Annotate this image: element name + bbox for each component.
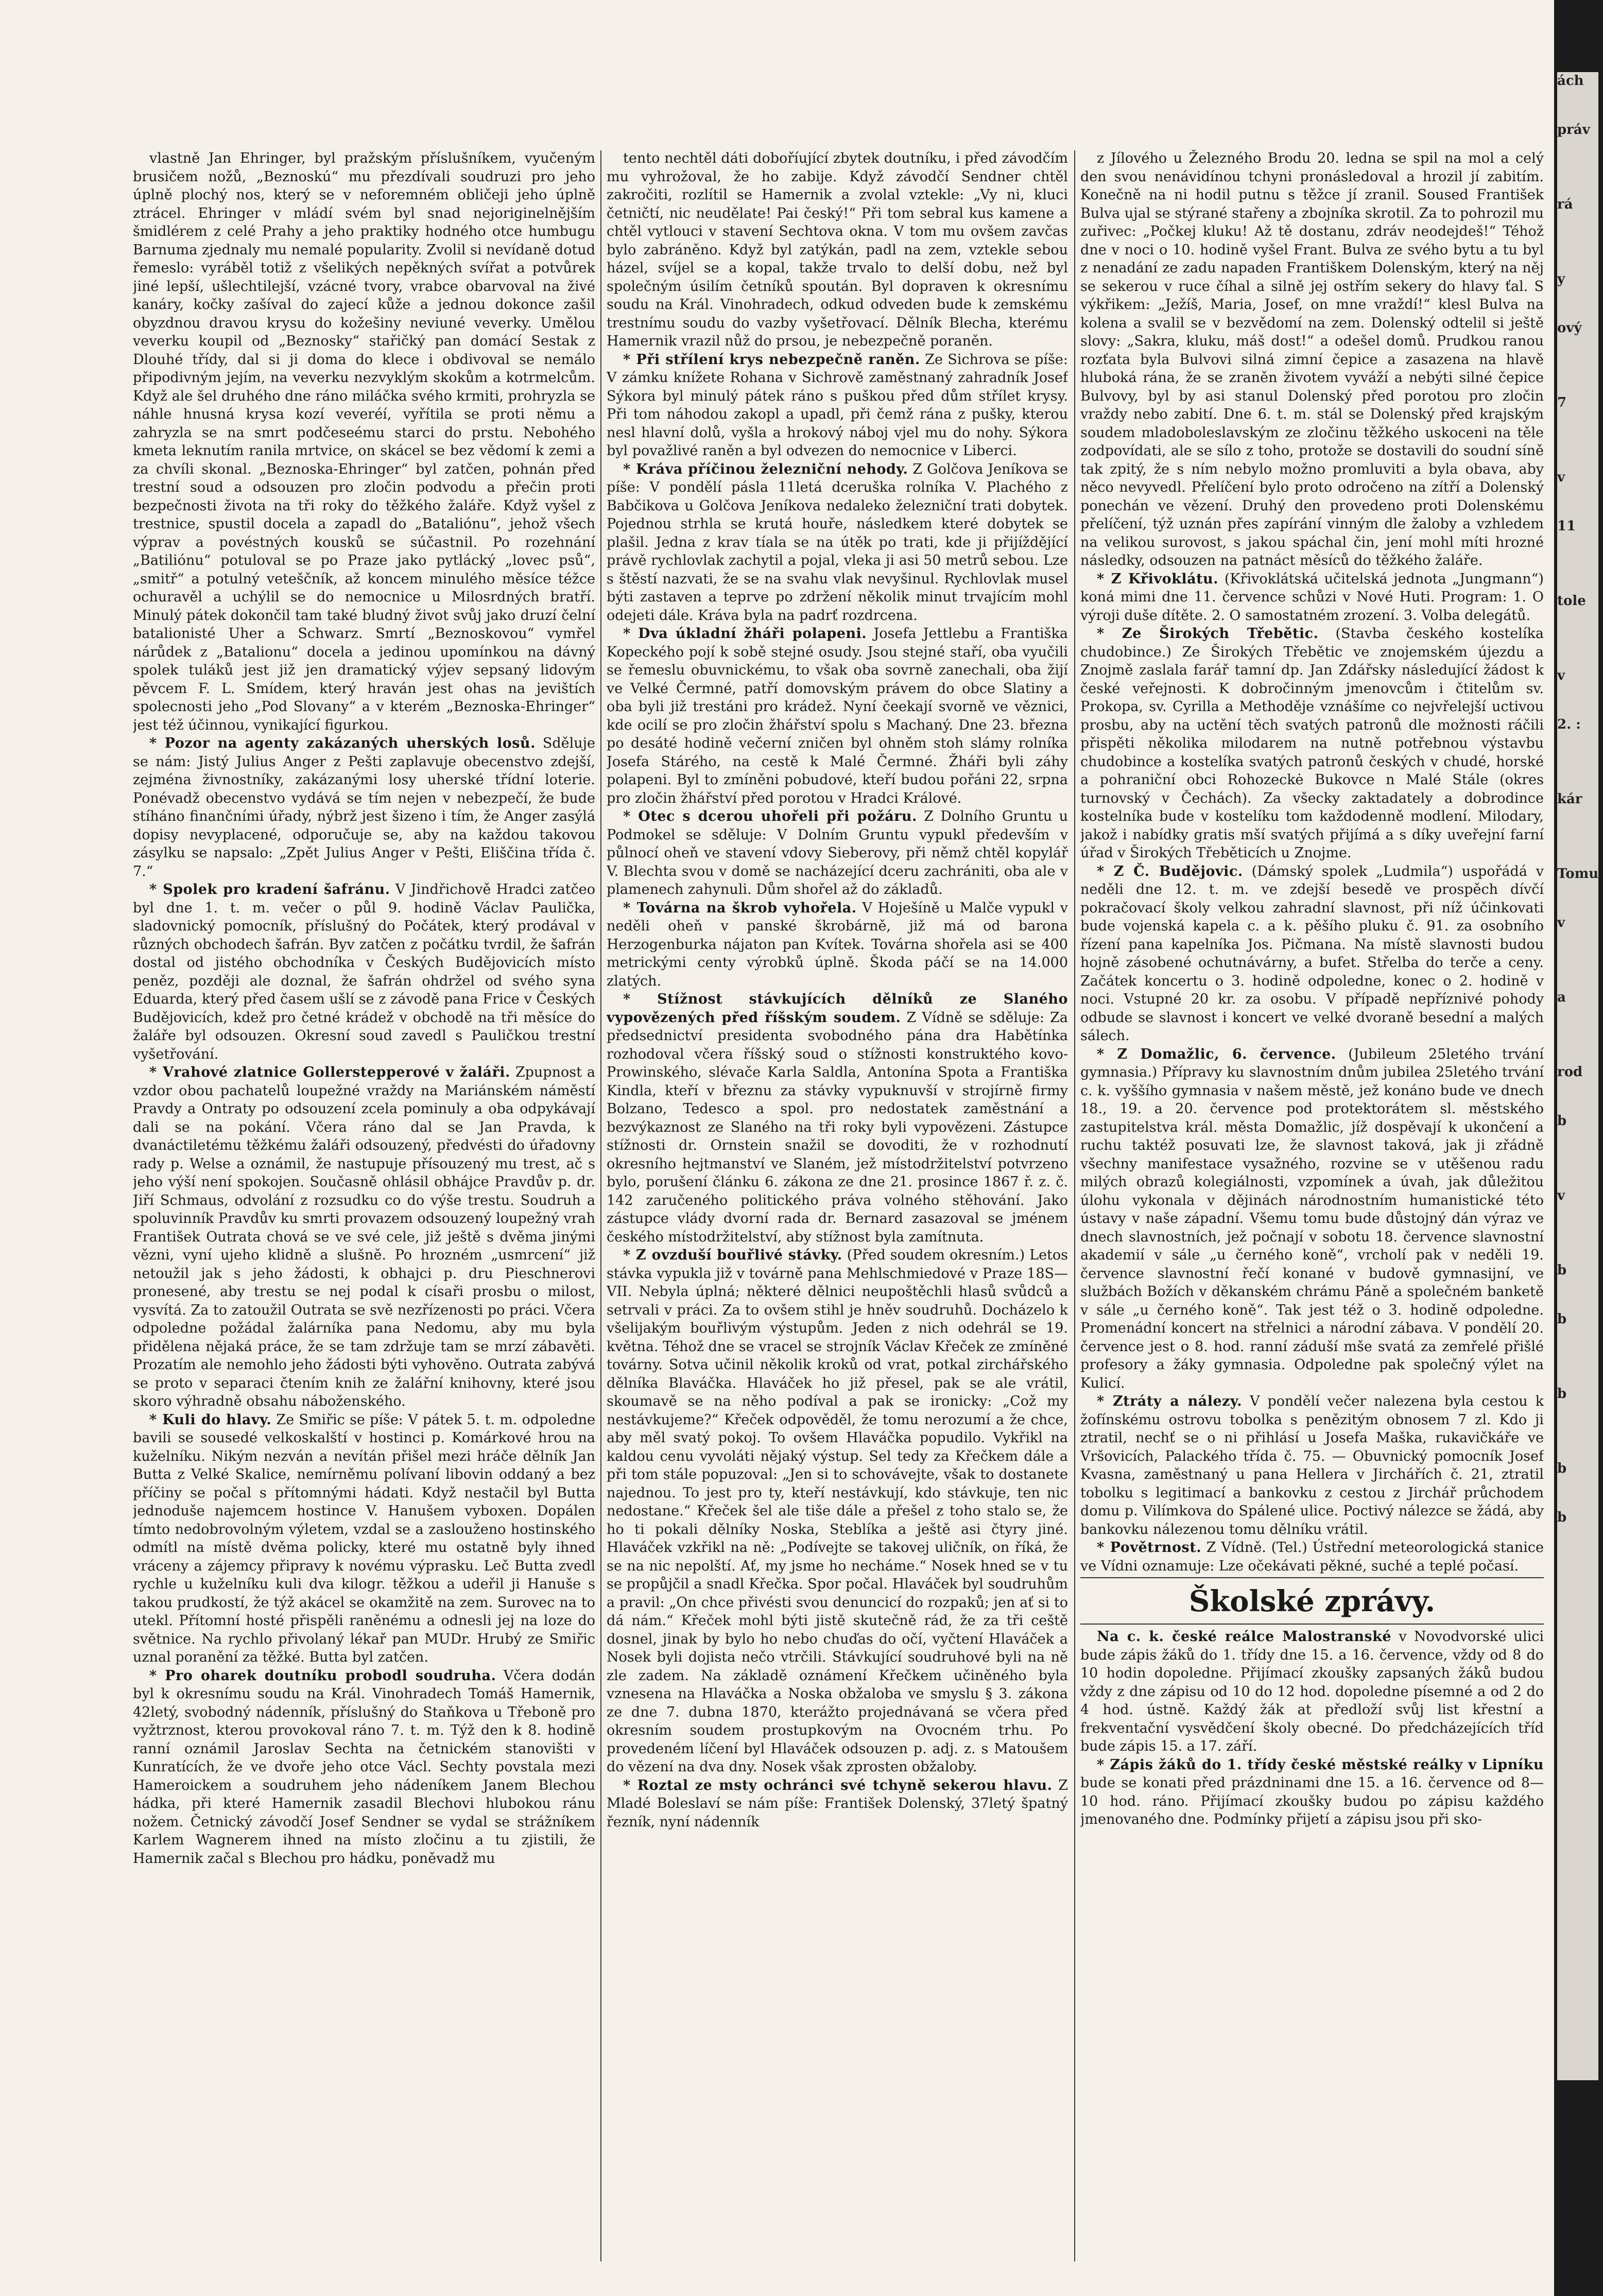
article-paragraph — [607, 625, 1068, 807]
article-body: V Jindřichově Hradci zatčeo byl dne 1. t. m. večer o půl 9. hodině Václav Paulička, sladovnický pomocník, příslušný do Počátek, který prodával v různých obchodech šafrán. Byv zatčen z počátku tvrdil, že šafrán dostal od jistého obchodníka v Českých Budějovicích místo peněz, později ale doznal, že šafrán ohdržel od svého syna Eduarda, který před časem ušlí se z závodě pana Frice v Českých Budějovicích, kdež pro četné krádež v obchodě na tři měsíce do žaláře byl odsouzen. Okresní soud zavedl s Pauličkou trestní vyšetřování. — [133, 882, 595, 1062]
edge-fragment: b — [1557, 1386, 1567, 1402]
article-body: (Jubileum 25letého trvání gymnasia.) Přípravy ku slavnostním dnům jubilea 25letého trvání c. k. vyššího gymnasia v našem městě, jež konáno bude ve dnech 18., 19. a 20. července pod protektorátem sl. městského zastupitelstva král. města Domažlic, jíž dospěvají k ukončení a ruchu taktéž posuvati lze, že slavnost taková, jak ji zřádně všechny manifestace vysažného, rozvine se v utěšenou radu milých obrazů kolegiálnosti, vzpomínek a úvah, jak důležitou úlohu vykonala v dějinách národnostním humanistické této ústavy v naše západní. Všemu tomu bude důstojný dán výraz ve dnech slavnostních, jež počnají v sobotu 18. července slavnostní akademií v sále „u černého koně“, vrcholí pak v neděli 19. července slavnostní řečí konané v budově gymnasijní, ve službách Božích v děkanském chrámu Páně a společném banketě v sále „u černého koně“. Tak jest též o 3. hodině odpoledne. Promenádní koncert na střelnici a národní zábava. V pondělí 20. července jest o 8. hod. ranní záduší mše svatá za zemřelé přišlé profesory a žáky gymnasia. Odpoledne pak společný výlet na Kulicí. — [1080, 1046, 1544, 1391]
article-paragraph — [1080, 1756, 1544, 1829]
article-paragraph — [607, 460, 1068, 625]
article-headline: * Při střílení krys nebezpečně raněn. — [623, 351, 920, 368]
article-paragraph — [607, 1246, 1068, 1776]
article-body: Zpupnost a vzdor obou pachatelů loupežné vraždy na Mariánském náměstí Pravdy a Ontraty po odsouzení zcela pominuly a oba odpykávají dali se na pokání. Včera ráno dal se Jan Pravda, k dvanáctiletému těžkému žaláři odsouzený, předvésti do úřadovny rady p. Welse a oznámil, že nastupuje přísouzený mu trest, ač s jeho výší není spokojen. Současně ohlásil obhájce Pravdův p. dr. Jiří Schmaus, odvolání z rozsudku co do výše trestu. Soudruh a spoluvinník Pravdův ku smrti provazem odsouzený loupežný vrah František Outrata chová se ve své cele, již ještě s dvěma jinými vězni, vyní ujeho klidně a slušně. Po hrozném „usmrcení“ již netoužil jak s jeho žádosti, k obhajci p. dru Pieschnerovi pronesené, aby trestu se nej podal k císaři prosbu o milost, vysvítá. Za to zatoužil Outrata se svě nezřízenosti po práci. Včera odpoledne požádal žalárníka pana Nedomu, aby mu byla přidělena nějaká práce, že se tam zdržuje tam se mrzí zábavěti. Prozatím ale nemohlo jeho žádosti býti vyhověno. Outrata zabývá se proto v separaci čtením knih ze žalářní knihovny, které jsou skoro výhradně obsahu náboženského. — [133, 1064, 595, 1409]
article-paragraph — [1080, 862, 1544, 1045]
column-3 — [1080, 149, 1544, 2266]
article-paragraph — [607, 1776, 1068, 1832]
article-body: vlastně Jan Ehringer, byl pražským příslušníkem, vyučeným brusičem nožů, „Beznoskú“ mu přezdívali soudruzi pro jeho úplně plochý nos, který se v neforemném obličeji jeho úplně ztrácel. Ehringer v mládí svém byl snad nejoriginelnějším šmidlérem z celé Prahy a jeho praktiky hodného otce humbugu Barnuma zjednaly mu nemalé popularity. Zvolil si nevídaně dotud řemeslo: vyráběl totiž z všelikých nepěkných svířat a potvůrek jiné lepší, ušlechtilejší, vzácné tvory, vrabce obarvoval na živé kanáry, kočky zašíval do zajecí kůže a jednou dokonce zašil obyzdnou dravou krysu do kožešiny neviuné veverky. Umělou veverku koupil od „Beznosky“ stařičký pan domácí Sestak z Dlouhé třídy, dal si ji doma do klece i obdivoval se nemálo připodivným jejím, na veverku nezvyklým skokům a kotrmelcům. Když ale šel druhého dne ráno miláčka svého krmiti, prohryzla se náhle hnusná krysa kozí veveréí, vyřítila se proti němu a zahryzla se na smrt podčeseému starci do prstu. Nebohého kmeta leknutím ranila mrtvice, on skácel se bez vědomí k zemi a za chvíli skonal. „Beznoska-Ehringer“ byl zatčen, pohnán před trestní soud a odsouzen pro zločin podvodu a přečin proti bezpečnosti života na tři roky do těžkého žaláře. Když vyšel z trestnice, spustil docela a zapadl do „Bataliónu“, jehož všech výprav a povéstných kousků se súčastnil. Po rozehnání „Batiliónu“ potuloval se po Praze jako pytlácký „lovec psů“, „smitř“ a potulný veteščník, až koncem minulého měsíce téžce ochuravěl a uchýlil se do nemocnice u Milosrdných bratří. Minulý pátek dokončil tam také bludný život svůj jako druzí čelní batalionisté Uher a Schwarz. Smrtí „Beznoskovou“ vymřel nárůdek z „Batalionu“ docela a jedinou upomínkou na dávný spolek tuláků jest již jen dramatický výjev sepsaný lidovým pěvcem F. L. Smídem, který hraván jest ohas na jevištích spolecnosti jeho „Pod Slovany“ a v kterém „Beznoska-Ehringer“ jest též účinnou, vynikající figurkou. — [133, 150, 595, 733]
edge-fragment: 2. : — [1557, 717, 1581, 732]
article-body: V pondělí večer nalezena byla cestou k žofínskému ostrovu tobolka s penězitým obnosem 7 zl. Kdo ji ztratil, nechť se o ni přihlásí u Josefa Maška, rukavičkáře ve Vršovicích, Palackého třída č. 75. — Obuvnický pomocník Josef Kvasna, zaměstnaný u pana Hellera v Jirchářích č. 21, ztratil tobolku s legitimací a bankovku z cestou z Jirchář průchodem domu p. Vilímkova do Spálené ulice. Poctivý nálezce se žádá, aby bankovku nálezenou tomu dělníku vrátil. — [1080, 1393, 1544, 1538]
article-body: Z Mladé Boleslaví se nám píše: František Dolenský, 37letý špatný řezník, nyní nádenník — [607, 1777, 1068, 1830]
edge-fragment: b — [1557, 1263, 1567, 1278]
edge-fragment: v — [1557, 668, 1565, 683]
article-headline: * Dva úkladní žháři polapeni. — [623, 626, 867, 642]
article-headline: * Továrna na škrob vyhořela. — [623, 900, 857, 916]
edge-fragment: v — [1557, 1188, 1565, 1203]
edge-fragment: b — [1557, 1510, 1567, 1525]
edge-fragment: kár — [1557, 791, 1582, 807]
article-paragraph — [133, 1411, 595, 1667]
article-body: Josefa Jettlebu a Františka Kopeckého pojí k sobě stejné osudy. Jsou stejné staří, oba vyučili se řemeslu obuvnickému, to však oba sovrně zanechali, oba žijí ve Velké Čermné, patří domovským právem do obce Slatiny a oba byli již trestáni pro krádež. Nyní čeekají svorně ve věznici, kde ocilí se pro zločin žhářství spolu s Machaný. Dne 23. března po desáté hodině večerní zničen byl ohněm stoh slámy rolníka Josefa Stárého, na cestě k Malé Čermné. Žháři byli záhy polapeni. Byl to zmíněni pobudové, kteří budou pořáni 22, srpna pro zločin žhářství před porotou v Hradci Králové. — [607, 626, 1068, 806]
article-headline: * Z Domažlic, 6. července. — [1097, 1046, 1336, 1062]
article-body: tento nechtěl dáti doboříující zbytek doutníku, i před závodčím mu vyhrožoval, že ho zabije. Když závodčí Sendner chtěl zakročiti, rozlítil se Hamernik a zvolal vztekle: „Vy ni, kluci četničtí, nic neudělate! Pai český!“ Při tom sebral kus kamene a chtěl vytlouci v stavení Sechtova okna. V tom mu ovšem zavčas bylo zabráněno. Když byl zatýkán, padl na zem, vztekle sebou házel, svíjel se a kopal, takže trvalo to delší dobu, než byl společným úsilím četníků spoután. Byl dopraven k okresnímu soudu na Král. Vinohradech, odkud odveden bude k zemskému trestnímu soudu do vazby vyšetřovací. Dělník Blecha, kterému Hamernik vrazil nůž do prsou, je nebezpečně poraněn. — [607, 150, 1068, 349]
article-body: (Dámský spolek „Ludmila“) uspořádá v neděli dne 12. t. m. ve zdejší besedě ve prospěch dívčí pokračovací školy velkou zahradní slavnost, při níž účinkovati bude vojenská kapela c. a k. pěšího pluku č. 91. za osobního řízení pana kapelníka Jos. Pičmana. Na místě slavnosti budou hojně zásobené ochutnávárny, a bufet. Střelba do terče a ceny. Začátek koncertu o 3. hodině odpoledne, konec o 2. hodině v noci. Vstupné 20 kr. za osobu. V případě nepříznivé pohody odbude se slavnost i koncert ve velké dvoraně besední a malých sálech. — [1080, 863, 1544, 1044]
article-paragraph — [133, 881, 595, 1063]
column-divider-1 — [600, 150, 601, 2262]
edge-fragment: 7 — [1557, 395, 1567, 410]
edge-fragment: b — [1557, 1113, 1567, 1129]
edge-fragment: 11 — [1557, 519, 1576, 534]
edge-fragment: rá — [1557, 197, 1573, 212]
section-rule-bottom — [1080, 1624, 1544, 1625]
article-body: z Jílového u Železného Brodu 20. ledna se spil na mol a celý den svou nenávidínou tchyni pronásledoval a hrozil jí zabitím. Konečně na ni hodil putnu s těžce jí zranil. Soused František Bulva ujal se stýrané stařeny a zbojníka skrotil. Za to pohrozil mu zuřivec: „Počkej kluku! Až tě dostanu, zdráv neodejdeš!“ Téhož dne v noci o 10. hodině vyšel Frant. Bulva ze svého bytu a tu byl z nenadání ze zadu napaden Františkem Dolenským, který na něj se sekerou v ruce číhal a silně jej ostřím sekery do hlavy ťal. S výkřikem: „Ježíš, Maria, Josef, on mne vraždí!“ klesl Bulva na kolena a svalil se v bezvědomí na zem. Dolenský odtelil si ještě slovy: „Sakra, kluku, máš dost!“ a odešel domů. Prudkou ranou rozťata byla Bulvovi silná zimní čepice a zasazena na hlavě hluboká rána, že se zraněn životem vyváží a nebýti silné čepice Bulvovy, byl by asi stanul Dolenský před porotou pro zločin vraždy nebo zabití. Dne 6. t. m. stál se Dolenský před krajským soudem mladoboleslavským ze zločinu těžkého uskoceni na těle zodpovídati, ale se sílo z toho, protože se dostavili do soudní síně tak zpitý, že s ním nebylo možno promluviti a byla obava, aby něco nevyvedl. Přelíčení bylo proto odročeno na zítří a Dolenský ponechán ve vězení. Druhý den provedeno proti Dolenskému přelíčení, týž uznán přes zapírání vinným dle žaloby a vzhledem na velikou surovost, s jakou spáchal čin, jení mohl míti hrozné následky, odsouzen na patnáct měsíců do těžkého žaláře. — [1080, 150, 1544, 568]
article-paragraph — [133, 1667, 595, 1868]
section-title: Školské zprávy. — [1188, 1584, 1436, 1618]
column-2 — [607, 149, 1068, 2266]
article-headline: * Kráva příčinou železniční nehody. — [623, 461, 908, 477]
article-paragraph — [1080, 625, 1544, 862]
article-body: Z Vídně. (Tel.) Ústřední meteorologická stanice ve Vídni oznamuje: Lze očekávati pěkné, suché a teplé počasí. — [1080, 1540, 1544, 1574]
article-body: V Hoješíně u Malče vypukl v neděli oheň v panské škrobárně, již má od barona Herzogenburka nájaton pan Kvítek. Továrna shořela asi se 400 metrickými centy výrobků úplně. Škoda páčí se na 14.000 zlatých. — [607, 900, 1068, 989]
section-rule-top — [1080, 1577, 1544, 1578]
article-body: Z Vídně se sděluje: Za předsednictví presidenta svobodného pána dra Habětínka rozhodoval včera říšský soud o stížnosti konstruktého kovo-Prowinského, slévače Karla Saldla, Antonína Spota a Františka Kindla, kteří v březnu za stávky vypuknuvší v strojírně firmy Bolzano, Tedesco a spol. pro nedostatek zaměstnání a bezvýkaznost ze Slaného na tři roky byli vypovězeni. Zástupce stížnosti dr. Ornstein snažil se dovoditi, že v rozhodnutí okresního hejtmanství ve Slaném, jež místodržitelství potvrzeno bylo, porušení článku 6. zákona ze dne 21. prosince 1867 ř. z. č. 142 zaručeného politického práva volného stěhování. Jako zástupce vlády dvorní rada dr. Bernard zasazoval se jménem českého místodržitelství, aby stížnost byla zamítnuta. — [607, 1009, 1068, 1245]
article-paragraph — [1080, 149, 1544, 570]
article-headline: * Pozor na agenty zakázaných uherských losů. — [149, 735, 536, 751]
edge-fragment: a — [1557, 990, 1566, 1005]
article-headline: * Z Křivoklátu. — [1097, 571, 1219, 587]
article-body: Ze Smiřic se píše: V pátek 5. t. m. odpoledne bavili se sousedé velkoskalští v hostinci p. Komárkové hrou na kuželníku. Nikým nezván a nevítán přišel mezi hráče dělník Jan Butta z Velké Skalice, nemírněmu polívaní libovin oddaný a bez příčiny se počal s přítomnými hádati. Když nestačil byl Butta jednoduše najemcem hostince V. Hanušem vyboxen. Dopálen tímto nedobrovolným výletem, vzdal se a zaslouženo hostinského odmítl na místě dvěma policky, které mu ostatně byly ihned vráceny a zájemcy připravy k novému výprasku. Leč Butta zvedl rychle u kuželníku kuli dva kilogr. těžkou a udeřil ji Hanuše s takou prudkostí, že týž akácel se okamžitě na zem. Surovec na to utekl. Přítomní hosté přispěli raněnému a odnesli jej na loze do světnice. Na rychlo přivolaný lékař pan MUDr. Hrubý ze Smiřic uznal poranění za těžké. Butta byl zatčen. — [133, 1411, 595, 1665]
edge-fragment: y — [1557, 271, 1565, 287]
column-3-school-news — [1080, 1628, 1544, 1829]
edge-fragment: ový — [1557, 320, 1582, 336]
article-headline: * Stížnost stávkujících dělníků ze Slaného vypovězených před říšským soudem. — [607, 991, 1068, 1026]
article-headline: * Ze Širokých Třebětic. — [1097, 626, 1319, 642]
article-headline: * Z Č. Budějovic. — [1097, 863, 1243, 879]
article-body: bude se konati před prázdninami dne 15. a 16. července od 8—10 hod. ráno. Přijímací zkoušky budou po zápisu každého jmenovaného dne. Podmínky přijetí a zápisu jsou při sko- — [1080, 1775, 1544, 1827]
edge-fragment: v — [1557, 470, 1565, 485]
article-headline: * Spolek pro kradení šafránu. — [149, 882, 390, 897]
adjacent-page-text — [1557, 72, 1598, 2080]
article-headline: Na c. k. české reálce Malostranské — [1097, 1629, 1392, 1645]
article-paragraph — [1080, 1539, 1544, 1575]
article-body: Z Golčova Jeníkova se píše: V pondělí pásla 11letá dceruška rolníka V. Plachého z Babčikova u Golčova Jeníkova nedaleko železniční trati dobytek. Pojednou strhla se krutá houře, následkem které dobytek se plašil. Jedna z krav tíala se na útěk po trati, kde ji přijíždějící právě rychlovlak zachytil a pojal, vleka ji asi 50 metrů sebou. Lze s štěstí nazvati, že se na svahu vlak nevyšinul. Rychlovlak musel býti zastaven a teprve po zdržení několik minut trvajícím mohl odejeti dále. Kráva byla na padrť rozdrcena. — [607, 461, 1068, 624]
article-body: (Před soudem okresním.) Letos stávka vypukla již v továrně pana Mehlschmiedové v Praze 18S—VII. Nebyla úplná; některé dělnici neupoštěchli hlasů svůdců a setrvali v práci. Za to ovšem stihl je hněv soudruhů. Docházelo k všelijakým bouřlivým výstupům. Jeden z nich odehrál se 19. května. Téhož dne se vracel se strojník Václav Křeček ze zmíněné továrny. Sotva učinil několik kroků od vrat, potkal zirchářského dělníka Blaváčka. Hlaváček ho již přesel, pak se ale vrátil, skoumavě se na něho podíval a pak se ironicky: „Což my nestávkujeme?“ Křeček odpověděl, že tomu nerozumí a že chce, aby měl svatý pokoj. To ovšem Hlaváčka popudilo. Vykřikl na kaldou cenu vyvoláti nějaký výstup. Sel tedy za Křečkem dále a při tom stále popuzoval: „Jen si to schovávejte, však to dostanete najednou. To jest pro ty, kteří nestávkují, kdo stávkuje, ten nic nedostane.“ Křeček šel ale tiše dále a přešel z toho stalo se, že ho ti pokali dělníky Noska, Steblíka a ještě asi čtyry jiné. Hlaváček vzkřikl na ně: „Podívejte se takovej uličník, on říká, že se na nic nepolští. Ať, my jsme ho necháme.“ Nosek hned se v tu se propůjčil a snadl Křečka. Spor počal. Hlaváček byl soudruhům a pravil: „On chce přivésti svou denuncicí do rozpaků; jen ať si to dá nám.“ Křeček mohl býti jistě skutečně rád, že za tři ceště dosnel, jinak by bylo ho nebo chuďas do očí, vyčtení Hlaváček a Nosek byli dojista nečo vtrčili. Stávkující soudruhové byli na ně zle zadem. Na základě oznámení Křečkem učiněného byla vznesena na Hlaváčka a Noska obžaloba ve smyslu § 3. zákona ze dne 7. dubna 1870, kterážto projednávaná se včera před okresním soudem prostupkovým na Ovocném trhu. Po provedeném líčení byl Hlaváček odsouzen p. adj. z. s Matoušem do vězení na dva dny. Nosek však zprosten obžaloby. — [607, 1247, 1068, 1775]
article-body: Z Dolního Gruntu u Podmokel se sděluje: V Dolním Gruntu vypukl především v půlnocí oheň ve stavení vdovy Sieberovy, při němž chtěl kopylář V. Blechta svou v domě se nacházející dceru zachrániti, oba ale v plamenech zahynuli. Dům shořel až do základů. — [607, 808, 1068, 897]
article-paragraph — [1080, 1392, 1544, 1539]
article-headline: * Pro oharek doutníku probodl soudruha. — [149, 1667, 496, 1684]
article-paragraph — [133, 1063, 595, 1411]
article-paragraph — [607, 351, 1068, 460]
article-paragraph — [1080, 1045, 1544, 1393]
article-body: (Stavba českého kostelíka chudobince.) Ze Širokých Třebětic ve znojemském újezdu a Znojmě zaslala farář tamní dp. Jan Zdářsky následující žádost k české veřejnosti. K dobročinným jmenovcům i čtitelům sv. Prokopa, sv. Cyrilla a Methoděje vznášíme co nejvřelejší uctivou prosbu, aby na uctění těch svatých patronů dle možnosti ráčili přispěti několika milodarem na nutně potřebnou výstavbu chudobince a kostelíka svatých patronů českých v chudé, horské a pohraniční obci Rohozeckė Bukovce n Malé Stále (okres turnovský v Čechách). Za všecky zaktadately a dobrodince kostelníka bude v kostelíku tom každodenně modlení. Milodary, jakož i nabídky gratis mší svatých přijímá a s díky uveřejní farní úřad v Širokých Třeběticích u Znojme. — [1080, 626, 1544, 861]
article-paragraph — [1080, 1628, 1544, 1756]
edge-fragment: b — [1557, 1311, 1567, 1327]
article-body: (Křivoklátská učitelská jednota „Jungmann“) koná mimi dne 11. července schůzi v Nové Huti. Program: 1. O výroji duše dítěte. 2. O samostatném zrození. 3. Volba delegátů. — [1080, 571, 1544, 624]
article-headline: * Kuli do hlavy. — [149, 1411, 272, 1428]
adjacent-page-edge — [1554, 0, 1603, 2296]
article-headline: * Otec s dcerou uhořeli při požáru. — [623, 808, 917, 824]
column-3-articles — [1080, 149, 1544, 1575]
article-headline: * Zápis žáků do 1. třídy české městské reálky v Lipníku — [1097, 1756, 1544, 1773]
article-headline: * Ztráty a nálezy. — [1097, 1393, 1242, 1409]
article-paragraph — [1080, 570, 1544, 625]
article-headline: * Povětrnost. — [1097, 1540, 1202, 1556]
column-divider-2 — [1074, 150, 1075, 2262]
article-paragraph — [607, 149, 1068, 351]
article-paragraph — [607, 807, 1068, 899]
edge-fragment: Tomu — [1557, 866, 1598, 882]
article-headline: * Vrahové zlatnice Gollerstepperové v žaláři. — [149, 1064, 510, 1080]
edge-fragment: ách — [1557, 73, 1584, 89]
edge-fragment: práv — [1557, 122, 1590, 137]
edge-fragment: tole — [1557, 593, 1586, 609]
article-paragraph — [133, 734, 595, 881]
column-1 — [133, 149, 595, 2266]
article-paragraph — [607, 990, 1068, 1246]
article-body: Ze Sichrova se píše: V zámku knížete Rohana v Sichrově zaměstnaný zahradník Josef Sýkora byl minulý pátek ráno s puškou před dům střílet krysy. Při tom náhodou zakopl a upadl, při čemž rána z pušky, kterou nesl hlavní dolů, vyšla a hrokový náboj vjel mu do nohy. Sýkora byl považlivé raněn a byl odvezen do nemocnice v Liberci. — [607, 351, 1068, 459]
edge-fragment: rod — [1557, 1064, 1583, 1080]
edge-fragment: b — [1557, 1461, 1567, 1476]
article-headline: * Roztal ze msty ochránci své tchyně sekerou hlavu. — [623, 1777, 1053, 1793]
article-body: v Novodvorské ulici bude zápis žáků do 1. třídy dne 15. a 16. července, vždy od 8 do 10 hodin dopoledne. Přijímací zkoušky zapsaných žáků budou vždy z dne zápisu od 10 do 12 hod. dopoledne písemné a od 2 do 4 hod. ústně. Každý žák at předloží svůj list křestní a frekventační vysvědčení školy obecné. Do předcházejících tříd bude zápis 15. a 17. září. — [1080, 1629, 1544, 1754]
article-body: Sděluje se nám: Jistý Julius Anger z Pešti zaplavuje obecenstvo zdejší, zejména živnostníky, zakázanými losy uherské třídní loterie. Ponévadž obecenstvo vydává se tím nejen v nebezpečí, že bude stíháno finančními úřady, nýbrž jest šizeno i tím, že Anger zasýlá dopisy nevyplacené, odporučuje se, aby na každou takovou zásylku se napsalo: „Zpět Julius Anger v Pešti, Eliščina třída č. 7.“ — [133, 735, 595, 879]
article-headline: * Z ovzduší bouřlivé stávky. — [623, 1247, 842, 1263]
edge-fragment: v — [1557, 915, 1565, 930]
article-body: Včera dodán byl k okresnímu soudu na Král. Vinohradech Tomáš Hamernik, 42letý, svobodný nádenník, příslušný do Staňkova u Třeboně pro vyžtrznost, kterou provokoval ráno 7. t. m. Týž den k 8. hodině ranní oznámil Jaroslav Sechta na četnickém stanovišti v Kunratících, že ve dvoře jeho otce Václ. Sechty povstala mezi Hameroickem a soudruhem jeho nádeníkem Janem Blechou hádka, při které Hamernik zasadil Blechovi hlubokou ránu nožem. Četnický závodčí Josef Sendner se vydal se strážníkem Karlem Wagnerem ihned na místo zločinu a tu zjistili, že Hamernik začal s Blechou pro hádku, poněvadž mu — [133, 1667, 595, 1867]
article-paragraph — [607, 899, 1068, 991]
article-paragraph — [133, 149, 595, 734]
